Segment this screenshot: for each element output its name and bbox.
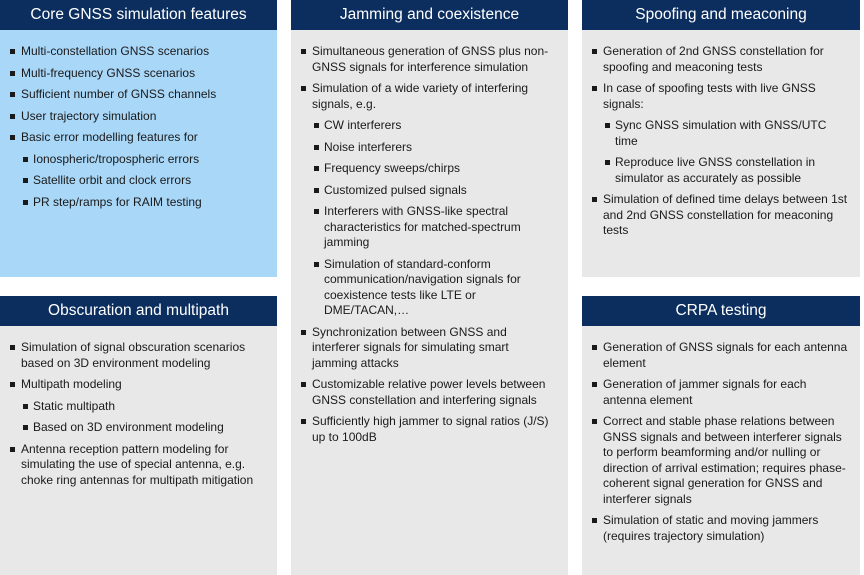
bullet-icon (10, 92, 15, 97)
bullet-icon (314, 209, 319, 214)
sub-list-item (10, 195, 265, 211)
list-item (301, 325, 556, 372)
bullet-icon (301, 330, 306, 335)
panel-spoofing (582, 0, 860, 277)
bullet-icon (10, 49, 15, 54)
list-item-text: Correct and stable phase relations between GNSS signals and between interferer signals to perform beamforming and/or nulling or direction of arrival estimation; requires phase-coherent signal generation for GNSS and interferer signals (603, 414, 846, 506)
bullet-icon (605, 123, 610, 128)
list-item (10, 109, 265, 125)
bullet-icon (10, 447, 15, 452)
panel-title-obscuration: Obscuration and multipath (0, 296, 277, 326)
jamming-list (301, 44, 556, 451)
sub-list-item (10, 173, 265, 189)
list-item-text: Synchronization between GNSS and interferer signals for simulating smart jamming attacks (312, 324, 509, 370)
obscuration-list (10, 340, 265, 494)
panel-core-gnss (0, 0, 277, 277)
bullet-icon (592, 382, 597, 387)
list-item-text: Simulation of standard-conform communication/navigation signals for coexistence tests like LTE or DME/TACAN,… (324, 256, 521, 317)
bullet-icon (314, 123, 319, 128)
list-item-text: Customized pulsed signals (324, 182, 467, 197)
sub-list-item (301, 204, 556, 251)
bullet-icon (592, 518, 597, 523)
bullet-icon (314, 262, 319, 267)
list-item-text: Customizable relative power levels between GNSS constellation and interfering signals (312, 377, 546, 407)
core-features-list (10, 44, 265, 216)
bullet-icon (592, 86, 597, 91)
bullet-icon (23, 404, 28, 409)
list-item (592, 81, 848, 112)
sub-list-item (301, 161, 556, 177)
list-item-text: Reproduce live GNSS constellation in simulator as accurately as possible (615, 155, 816, 185)
bullet-icon (592, 197, 597, 202)
bullet-icon (301, 49, 306, 54)
list-item (10, 377, 265, 393)
bullet-icon (10, 114, 15, 119)
list-item-text: Sufficiently high jammer to signal ratios (J/S) up to 100dB (312, 414, 549, 444)
list-item-text: Based on 3D environment modeling (33, 420, 224, 434)
list-item-text: User trajectory simulation (21, 108, 157, 123)
crpa-list (592, 340, 848, 550)
list-item (592, 44, 848, 75)
bullet-icon (23, 157, 28, 162)
list-item-text: Satellite orbit and clock errors (33, 173, 192, 187)
list-item-text: Generation of GNSS signals for each antenna element (603, 340, 848, 370)
panel-crpa (582, 296, 860, 575)
sub-list-item (301, 257, 556, 319)
list-item (10, 44, 265, 60)
panel-title-crpa: CRPA testing (582, 296, 860, 326)
list-item-text: Multi-frequency GNSS scenarios (21, 65, 196, 80)
sub-list-item (10, 420, 265, 436)
list-item (301, 377, 556, 408)
list-item (592, 377, 848, 408)
bullet-icon (10, 382, 15, 387)
bullet-icon (301, 86, 306, 91)
list-item-text: Sufficient number of GNSS channels (21, 87, 217, 101)
list-item-text: Simulation of static and moving jammers (requires trajectory simulation) (603, 513, 819, 543)
list-item-text: Multi-constellation GNSS scenarios (21, 44, 210, 58)
list-item-text: CW interferers (324, 118, 402, 132)
list-item-text: Simulation of a wide variety of interfering signals, e.g. (312, 81, 529, 111)
list-item (10, 442, 265, 489)
list-item-text: Generation of jammer signals for each antenna element (603, 377, 807, 407)
list-item-text: Antenna reception pattern modeling for simulating the use of special antenna, e.g. choke ring antennas for multipath mitigation (21, 441, 254, 487)
bullet-icon (592, 49, 597, 54)
panel-title-jamming: Jamming and coexistence (291, 0, 568, 30)
sub-list-item (301, 118, 556, 134)
bullet-icon (592, 345, 597, 350)
list-item-text: Frequency sweeps/chirps (324, 161, 461, 175)
list-item (10, 87, 265, 103)
panel-title-core-gnss: Core GNSS simulation features (0, 0, 277, 30)
bullet-icon (314, 145, 319, 150)
panel-title-spoofing: Spoofing and meaconing (582, 0, 860, 30)
bullet-icon (23, 178, 28, 183)
bullet-icon (301, 382, 306, 387)
list-item-text: Multipath modeling (21, 377, 122, 391)
list-item (301, 44, 556, 75)
list-item-text: Basic error modelling features for (21, 130, 198, 144)
list-item (10, 130, 265, 146)
list-item (301, 414, 556, 445)
sub-list-item (301, 183, 556, 199)
list-item (10, 340, 265, 371)
bullet-icon (314, 166, 319, 171)
sub-list-item (301, 140, 556, 156)
list-item-text: Simulation of defined time delays between 1st and 2nd GNSS constellation for meaconing tests (603, 192, 848, 237)
list-item (301, 81, 556, 112)
list-item (10, 66, 265, 82)
list-item-text: Simultaneous generation of GNSS plus non-GNSS signals for interference simulation (312, 44, 549, 74)
list-item-text: Simulation of signal obscuration scenarios based on 3D environment modeling (21, 340, 246, 370)
bullet-icon (23, 200, 28, 205)
list-item-text: Noise interferers (324, 139, 413, 154)
list-item-text: Sync GNSS simulation with GNSS/UTC time (615, 118, 827, 148)
list-item-text: In case of spoofing tests with live GNSS signals: (603, 81, 816, 111)
list-item (592, 414, 848, 507)
sub-list-item (592, 155, 848, 186)
list-item (592, 513, 848, 544)
list-item-text: PR step/ramps for RAIM testing (33, 194, 202, 209)
spoofing-list (592, 44, 848, 245)
list-item (592, 340, 848, 371)
bullet-icon (10, 71, 15, 76)
bullet-icon (301, 419, 306, 424)
sub-list-item (592, 118, 848, 149)
sub-list-item (10, 152, 265, 168)
sub-list-item (10, 399, 265, 415)
panel-obscuration (0, 296, 277, 575)
bullet-icon (10, 345, 15, 350)
bullet-icon (605, 160, 610, 165)
bullet-icon (23, 425, 28, 430)
panel-jamming (291, 0, 568, 575)
list-item-text: Static multipath (33, 398, 116, 413)
bullet-icon (10, 135, 15, 140)
list-item-text: Generation of 2nd GNSS constellation for spoofing and meaconing tests (603, 44, 824, 74)
list-item (592, 192, 848, 239)
list-item-text: Ionospheric/tropospheric errors (33, 151, 200, 166)
bullet-icon (592, 419, 597, 424)
bullet-icon (314, 188, 319, 193)
list-item-text: Interferers with GNSS-like spectral characteristics for matched-spectrum jamming (324, 204, 521, 249)
